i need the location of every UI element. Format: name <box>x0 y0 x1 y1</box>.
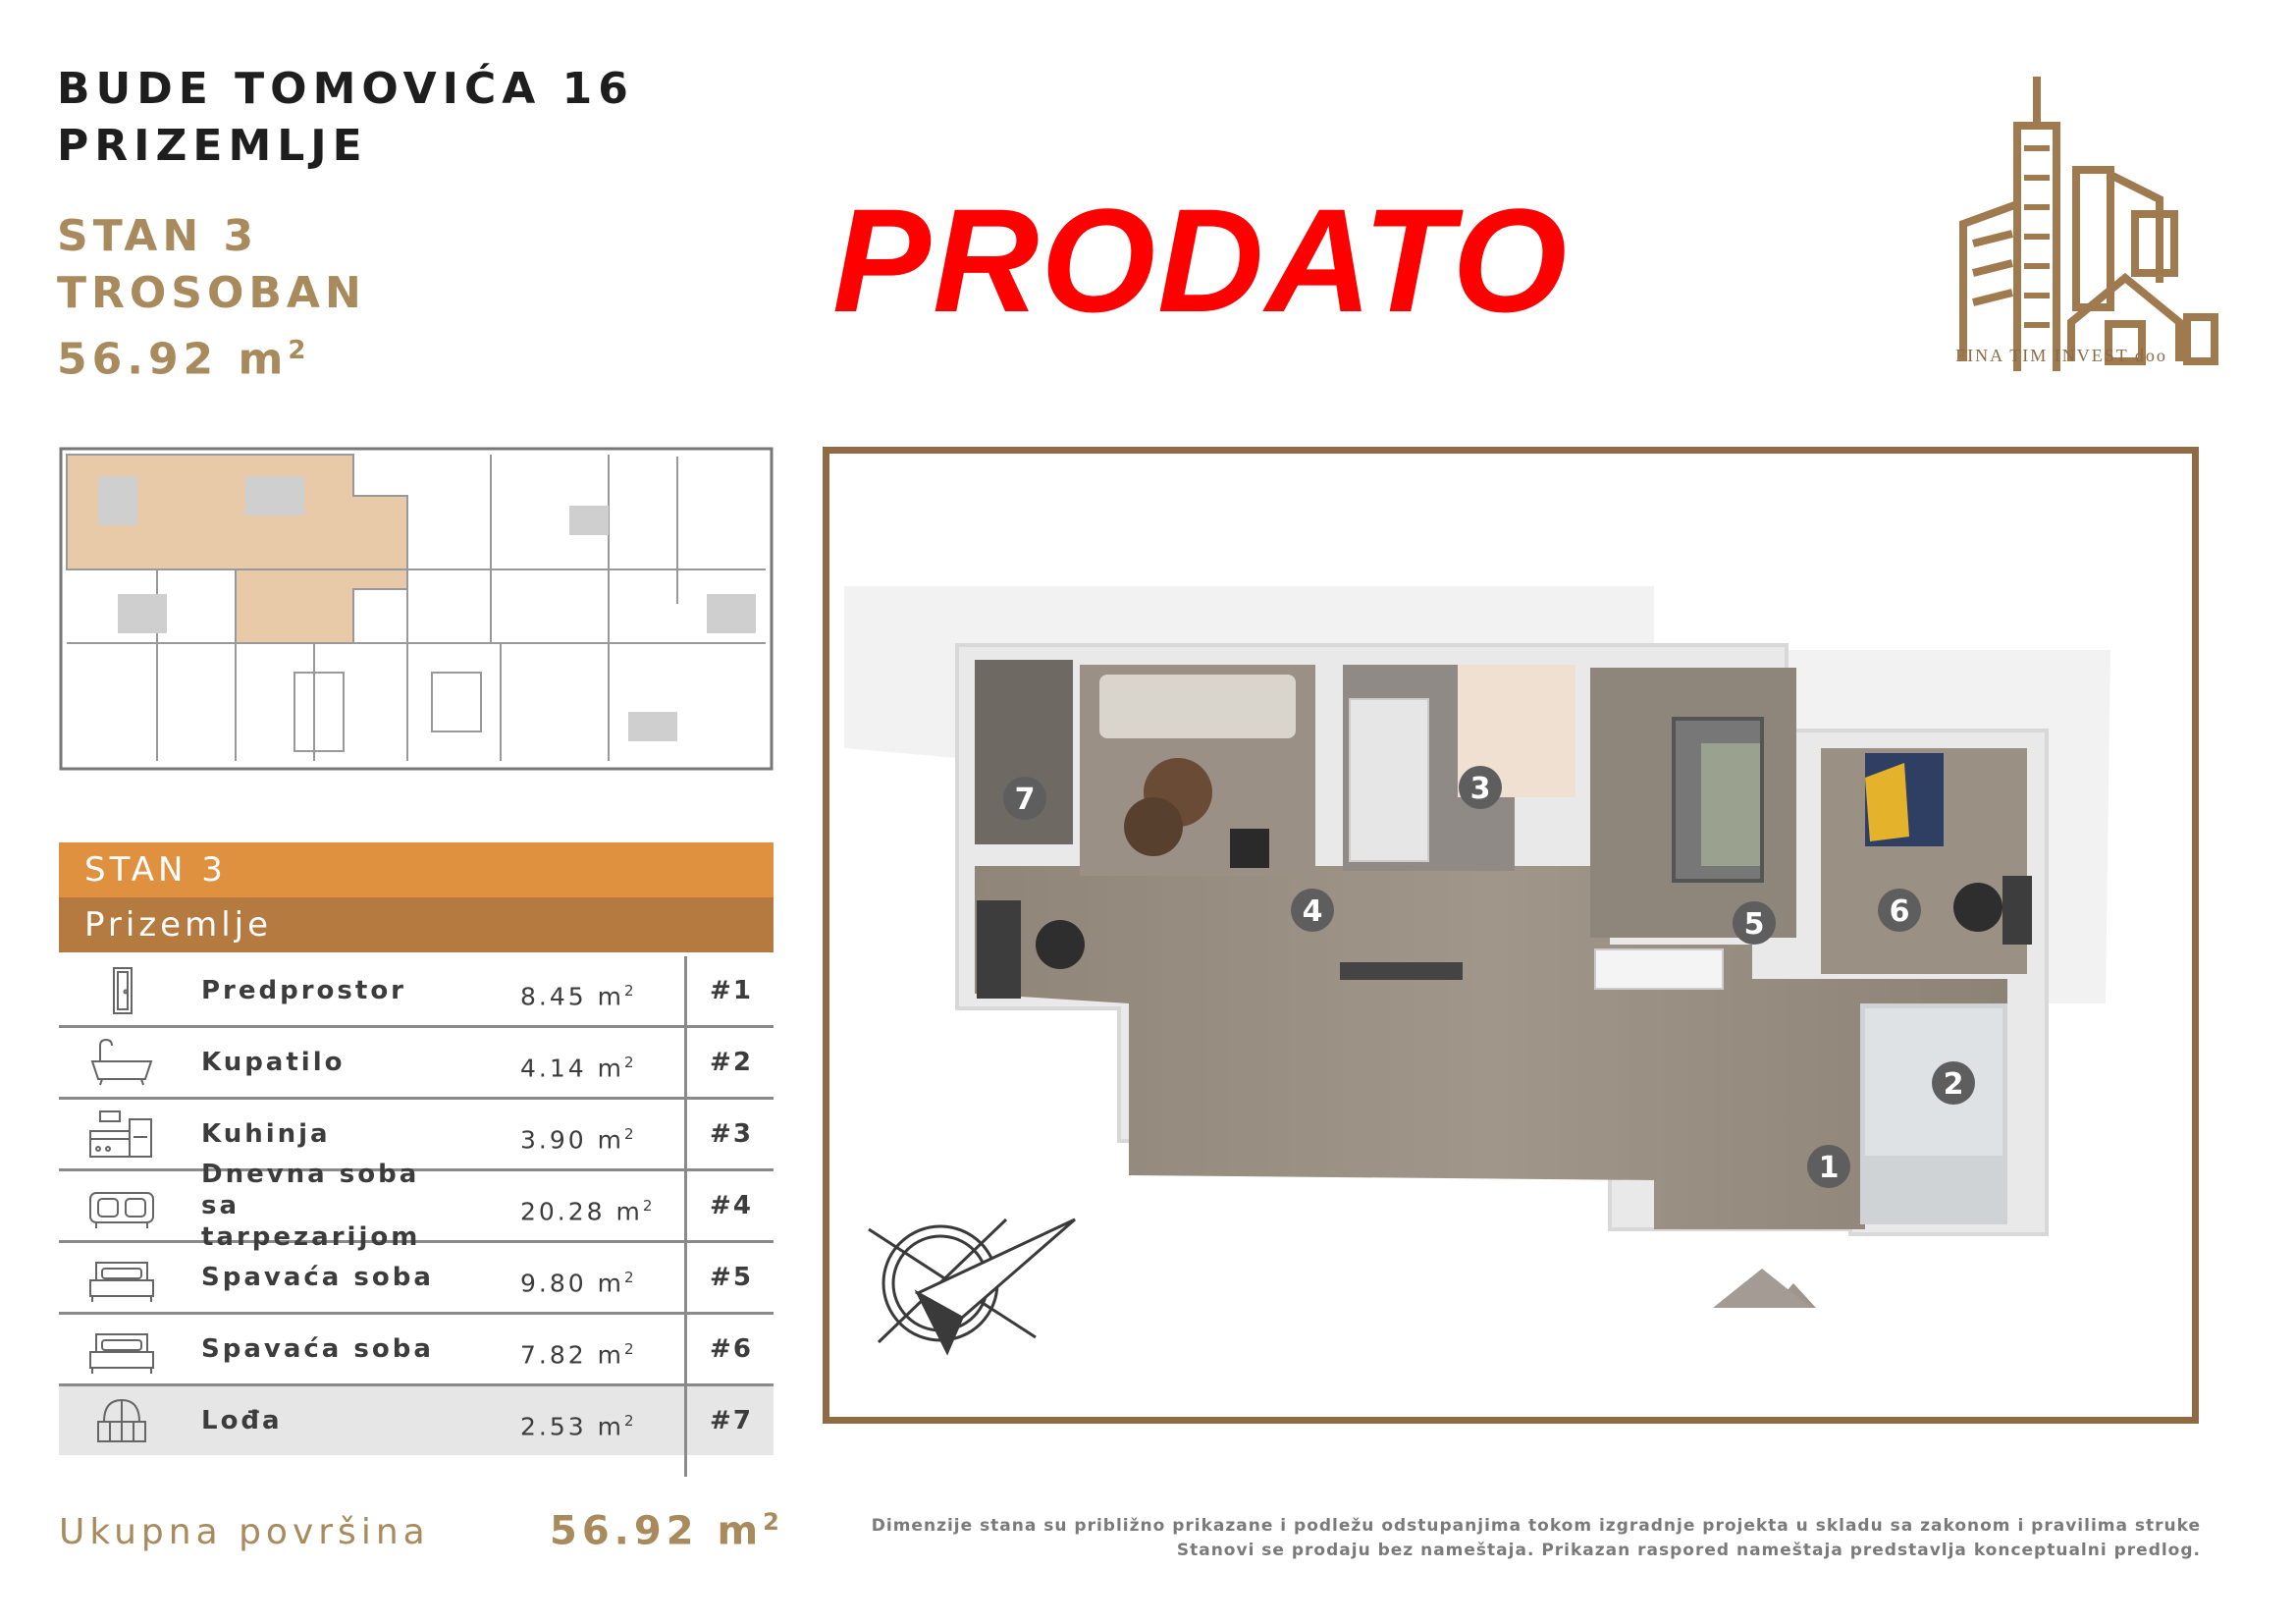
room-number: #7 <box>710 1406 753 1435</box>
marker-label: 3 <box>1469 772 1491 806</box>
room-row <box>59 1315 774 1386</box>
floor-line: PRIZEMLJE <box>57 121 368 171</box>
balcony-icon <box>86 1394 157 1447</box>
bathtub-icon <box>86 1036 157 1089</box>
room-area <box>520 1028 726 1097</box>
room-area <box>520 1315 726 1383</box>
size-sup: 2 <box>288 336 311 365</box>
room-name: Lođa <box>201 1406 283 1435</box>
size-value: 56.92 m <box>57 334 289 385</box>
bed-icon <box>86 1323 157 1376</box>
room-area-sup: 2 <box>623 982 637 1000</box>
room-area-sup: 2 <box>623 1125 637 1143</box>
room-area-value: 2.53 m <box>520 1412 624 1441</box>
table-divider <box>684 956 687 1477</box>
total-value-text: 56.92 m <box>550 1508 764 1554</box>
disclaimer-line: Stanovi se prodaju bez nameštaja. Prikazan raspored nameštaja predstavlja konceptualni predlog. <box>1176 1541 2201 1560</box>
room-area-value: 9.80 m <box>520 1269 624 1298</box>
marker-label: 1 <box>1818 1151 1840 1185</box>
room-marker-6 <box>1878 889 1921 932</box>
room-area-value: 7.82 m <box>520 1340 624 1370</box>
room-row <box>59 956 774 1028</box>
floor-band: Prizemlje <box>59 897 774 952</box>
kitchen-icon <box>86 1108 157 1161</box>
address-line: BUDE TOMOVIĆA 16 <box>57 64 634 114</box>
apartment-floor-plan <box>829 454 2192 1417</box>
marker-label: 5 <box>1743 907 1765 942</box>
bed-icon <box>86 1251 157 1304</box>
disclaimer-line: Dimenzije stana su približno prikazane i podležu odstupanjima tokom izgradnje projekta u skladu sa zakonom i pravilima struke <box>871 1516 2201 1536</box>
room-marker-7 <box>1003 777 1046 820</box>
room-number: #4 <box>710 1191 753 1220</box>
unit-line: STAN 3 <box>57 211 259 261</box>
room-row <box>59 1243 774 1315</box>
room-number: #5 <box>710 1263 753 1292</box>
room-area-sup: 2 <box>623 1340 637 1358</box>
logo-text: FINA TIM INVEST doo <box>1955 346 2167 365</box>
room-name: Kuhinja <box>201 1119 331 1149</box>
room-area-value: 4.14 m <box>520 1054 624 1083</box>
room-area <box>520 1243 726 1312</box>
unit-info <box>57 208 366 389</box>
buildings-house-logo-icon <box>1944 67 2224 371</box>
room-number: #2 <box>710 1048 753 1077</box>
marker-label: 7 <box>1014 783 1036 817</box>
room-marker-2 <box>1932 1061 1975 1105</box>
room-area-sup: 2 <box>623 1269 637 1286</box>
total-value <box>550 1508 784 1553</box>
room-row <box>59 1028 774 1100</box>
room-name: Kupatilo <box>201 1048 346 1077</box>
room-name: Spavaća soba <box>201 1263 434 1292</box>
address-title <box>57 61 634 175</box>
size-line <box>57 322 366 389</box>
room-area-value: 20.28 m <box>520 1197 643 1226</box>
room-area <box>520 1171 726 1240</box>
room-area <box>520 1100 726 1168</box>
room-name: Spavaća soba <box>201 1334 434 1364</box>
room-number: #1 <box>710 976 753 1005</box>
total-label: Ukupna površina <box>59 1512 430 1552</box>
room-number: #6 <box>710 1334 753 1364</box>
room-area-sup: 2 <box>642 1197 656 1215</box>
room-name: Dnevna soba sa tarpezarijom <box>201 1160 421 1252</box>
unit-band: STAN 3 <box>59 842 774 897</box>
sold-stamp: PRODATO <box>832 178 1570 343</box>
room-area <box>520 1386 726 1455</box>
room-number: #3 <box>710 1119 753 1149</box>
room-row <box>59 1386 774 1455</box>
door-icon <box>86 964 157 1017</box>
rooms-table <box>59 956 774 1455</box>
disclaimer <box>864 1514 2201 1563</box>
room-marker-5 <box>1733 901 1776 945</box>
room-area-sup: 2 <box>623 1054 637 1071</box>
marker-label: 6 <box>1889 894 1910 929</box>
marker-label: 4 <box>1302 894 1323 929</box>
room-area-sup: 2 <box>623 1412 637 1430</box>
room-marker-1 <box>1807 1145 1850 1188</box>
room-area <box>520 956 726 1025</box>
room-name: Predprostor <box>201 976 407 1005</box>
total-value-sup: 2 <box>763 1508 784 1536</box>
type-line: TROSOBAN <box>57 268 366 318</box>
room-marker-4 <box>1291 889 1334 932</box>
room-area-value: 8.45 m <box>520 982 624 1011</box>
room-row <box>59 1160 774 1252</box>
room-marker-3 <box>1459 766 1502 809</box>
marker-label: 2 <box>1943 1067 1964 1102</box>
building-floor-overview <box>59 447 774 771</box>
room-area-value: 3.90 m <box>520 1125 624 1155</box>
sofa-icon <box>86 1179 157 1232</box>
